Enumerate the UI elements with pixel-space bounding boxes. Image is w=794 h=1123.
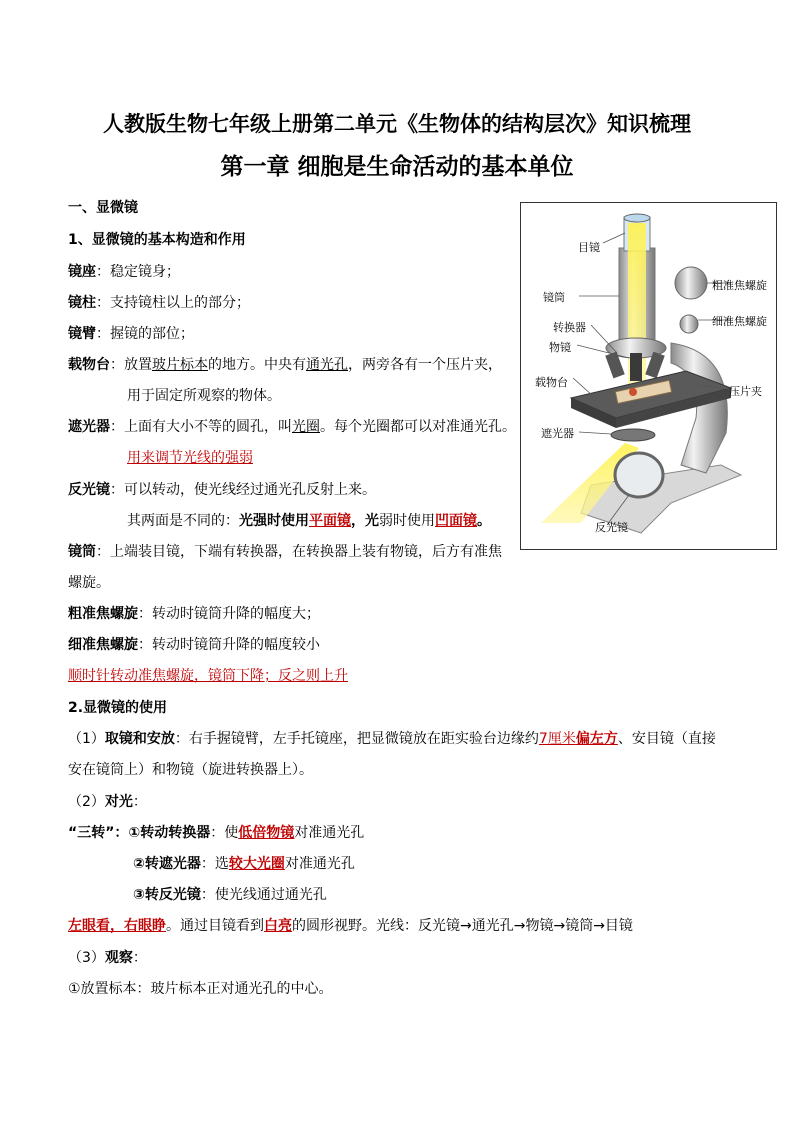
keyword: 7厘米	[538, 731, 576, 747]
desc: ：右手握镜臂，左手托镜座，把显微镜放在距实验台边缘约	[174, 731, 539, 747]
desc: ：选	[200, 856, 229, 872]
step-title: ②转遮光器	[133, 856, 201, 872]
step-title: 观察	[104, 950, 133, 966]
place-specimen: ①放置标本：玻片标本正对通光孔的中心。	[68, 981, 333, 997]
item-diaphragm	[68, 417, 516, 437]
section-heading: 一、显微镜	[68, 200, 138, 216]
colon: ：	[110, 357, 124, 373]
term: 镜座	[68, 264, 96, 280]
desc: 的地方。中央有	[208, 357, 306, 373]
term: 镜臂	[68, 326, 96, 342]
keyword: 凹面镜	[435, 513, 477, 529]
keyword: 低倍物镜	[238, 825, 295, 841]
three-turns-1	[68, 823, 364, 843]
step-number: （2）	[68, 794, 105, 810]
term: 反光镜	[68, 482, 110, 498]
desc: 放置	[124, 357, 152, 373]
term: 遮光器	[68, 419, 110, 435]
term: 细准焦螺旋	[68, 637, 138, 653]
desc: 对准通光孔	[294, 825, 365, 841]
label-diaphragm: 遮光器	[541, 427, 574, 440]
colon: ：	[96, 544, 110, 560]
desc: 转动时镜筒升降的幅度大；	[152, 606, 320, 622]
keyword: 白亮	[264, 918, 292, 934]
keyword: 平面镜	[309, 513, 351, 529]
item-stage	[68, 355, 502, 375]
colon: ：	[110, 419, 124, 435]
step-title: ①转动转换器	[128, 825, 211, 841]
desc: 。每个光圈都可以对准通光孔。	[320, 419, 516, 435]
item-mirror	[68, 480, 376, 500]
mirror-disk	[615, 453, 663, 497]
term: 镜筒	[68, 544, 96, 560]
term: 粗准焦螺旋	[68, 606, 138, 622]
desc: 其两面是不同的：	[127, 513, 239, 529]
coarse-knob	[675, 267, 707, 299]
desc: 转动时镜筒升降的幅度较小	[152, 637, 320, 653]
desc: 上面有大小不等的圆孔，叫	[124, 419, 292, 435]
item-mirror-line2	[127, 511, 491, 531]
step-title: 对光	[104, 794, 133, 810]
item-arm	[68, 324, 194, 344]
rotate-note: 顺时针转动准焦螺旋，镜筒下降；反之则上升	[68, 668, 348, 684]
three-turns-3	[133, 885, 327, 905]
eyes-line	[68, 916, 633, 936]
keyword: 光圈	[292, 419, 320, 435]
term: 镜柱	[68, 295, 96, 311]
desc: 对准通光孔	[284, 856, 355, 872]
colon: ：	[132, 950, 147, 966]
colon: ：	[96, 295, 110, 311]
keyword: 通光孔	[306, 357, 348, 373]
desc: 支持镜柱以上的部分；	[110, 295, 250, 311]
colon: ：	[96, 326, 110, 342]
desc: 上端装目镜，下端有转换器，在转换器上装有物镜，后方有准焦	[110, 544, 502, 560]
fine-knob	[680, 315, 698, 333]
desc: 。通过目镜看到	[166, 918, 264, 934]
desc: 握镜的部位；	[110, 326, 194, 342]
chapter-title: 第一章 细胞是生命活动的基本单位	[220, 153, 574, 180]
desc: 稳定镜身；	[110, 264, 180, 280]
step-title: ③转反光镜	[133, 887, 201, 903]
label-objective: 物镜	[549, 341, 571, 354]
label-fine: 细准焦螺旋	[712, 315, 767, 328]
item-diaphragm-line2: 用来调节光线的强弱	[127, 450, 253, 466]
three-turns-2	[133, 854, 355, 874]
use-step-2	[68, 792, 147, 812]
label-stage: 载物台	[535, 376, 568, 389]
item-stage-line2: 用于固定所观察的物体。	[127, 388, 281, 404]
label-coarse: 粗准焦螺旋	[712, 279, 767, 292]
keyword: 较大光圈	[228, 856, 285, 872]
desc: 可以转动，使光线经过通光孔反射上来。	[124, 482, 376, 498]
keyword: 玻片标本	[152, 357, 208, 373]
desc: 光强时使用	[239, 513, 309, 529]
microscope-figure	[520, 202, 777, 550]
desc: 。	[477, 513, 491, 529]
use-step-3	[68, 948, 147, 968]
desc: 的圆形视野。光线：反光镜→通光孔→物镜→镜筒→目镜	[292, 918, 633, 934]
step-number: （1）	[68, 731, 105, 747]
item-tube	[68, 542, 502, 562]
colon: ：	[138, 637, 152, 653]
label-mirror: 反光镜	[595, 521, 628, 534]
keyword: 偏左方	[575, 731, 618, 747]
label: “三转”：	[68, 825, 129, 841]
label-clip: 压片夹	[729, 385, 762, 398]
desc: 弱时使用	[379, 513, 435, 529]
step-number: （3）	[68, 950, 105, 966]
item-pillar	[68, 293, 250, 313]
desc: ，两旁各有一个压片夹，	[348, 357, 502, 373]
document-title: 人教版生物七年级上册第二单元《生物体的结构层次》知识梳理	[103, 111, 691, 136]
subsection-heading: 1、显微镜的基本构造和作用	[68, 232, 246, 248]
desc: ：使	[210, 825, 239, 841]
desc: ，光	[351, 513, 379, 529]
item-base	[68, 262, 180, 282]
step-title: 取镜和安放	[104, 731, 175, 747]
label-nosepiece: 转换器	[553, 321, 586, 334]
term: 载物台	[68, 357, 110, 373]
desc: 、安目镜（直接	[617, 731, 716, 747]
item-fine	[68, 635, 320, 655]
colon: ：	[96, 264, 110, 280]
desc: ：使光线通过通光孔	[200, 887, 327, 903]
label-eyepiece: 目镜	[578, 241, 600, 254]
label-tube: 镜筒	[543, 291, 565, 304]
colon: ：	[138, 606, 152, 622]
use-step-1-line2: 安在镜筒上）和物镜（旋进转换器上）。	[68, 762, 313, 778]
item-tube-line2: 螺旋。	[68, 575, 110, 591]
subsection-heading-2: 2.显微镜的使用	[68, 700, 168, 716]
keyword: 左眼看，右眼睁	[68, 918, 166, 934]
item-coarse	[68, 604, 320, 624]
use-step-1	[68, 729, 716, 749]
colon: ：	[110, 482, 124, 498]
colon: ：	[132, 794, 147, 810]
